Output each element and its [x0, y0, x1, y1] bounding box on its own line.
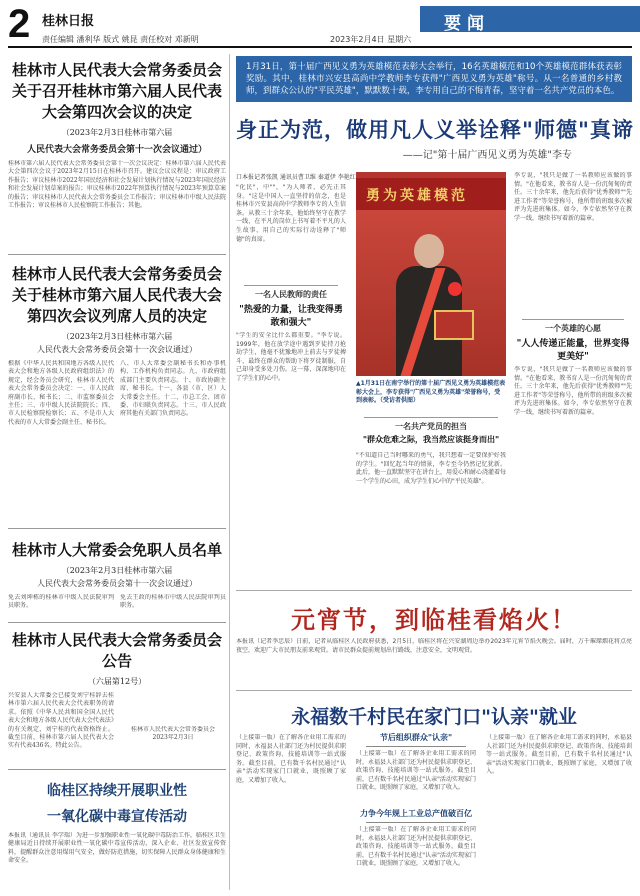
subsection-title: 一名人民教师的责任: [255, 289, 327, 299]
section-tab: [420, 6, 640, 32]
notice-body: [8, 360, 226, 504]
lantern-festival-body: 本报讯（记者李忠辰）日前，记者从临桂区人民政府获悉，2月5日，临桂区将在兴安湖周边举办2023年元宵节焰火晚会。届时，万千璀璨烟花将点亮夜空，欢迎广大市民朋友前来观赏。请市民群众提前规划出行路线，注意安全，文明观赏。: [236, 638, 632, 654]
masthead-rule: [8, 46, 632, 48]
notice-date: （2023年2月3日桂林市第六届: [61, 128, 173, 137]
notice-issuer: 桂林市人民代表大会常务委员会: [130, 726, 215, 733]
subsection-title: 一个英雄的心愿: [545, 323, 601, 333]
subsection-rule: [364, 417, 498, 418]
employment-column-3: （上接第一版）在了解各企业用工需求的同时，永福县人社部门还为村民提供求职登记、政策咨询、技能培训等一站式服务。截至目前，已有数千名村民通过"认亲"活动实现家门口就业，既照顾了家庭，又增加了收入。: [486, 734, 632, 776]
article-photo: [356, 172, 506, 376]
notice-body-text: 兴安县人大常委会已接受刘宁桂辞去桂林市第六届人民代表大会代表职务的请求。依照《中华人民共和国全国人民代表大会和地方各级人民代表大会代表法》的有关规定，刘宁桂的代表资格终止。截至目前，桂林市第六届人民代表大会实有代表436名。特此公告。: [8, 692, 114, 750]
bottom-article-body: 本报讯（通讯员 李学瑞）为进一步加强职业性一氧化碳中毒防治工作，临桂区卫生健康局近日持续开展职业性一氧化碳中毒宣传活动，深入企业、社区发放宣传资料，提醒群众注意用煤用气安全，做好防范措施，切实保障人民群众身体健康和生命安全。: [8, 832, 226, 865]
subsection-quote: "人人传递正能量，世界变得更美好": [516, 339, 630, 362]
honor-certificate: [434, 310, 474, 340]
page-number: 2: [8, 2, 31, 46]
employment-subhead-1: [356, 732, 476, 747]
masthead: [0, 0, 640, 58]
main-subhead: ——记"第十届广西见义勇为英雄"李专: [402, 150, 572, 161]
photo-caption: ▲1月31日在南宁举行的第十届广西见义勇为英雄模范表彰大会上，李专获得"广西见义勇为英雄"荣誉称号，受到表彰。（受访者供图）: [356, 380, 506, 404]
notice-announcement: [8, 630, 226, 750]
notice-body: [8, 594, 226, 616]
notice-org: 人民代表大会常务委员会第十一次会议通过）: [26, 145, 207, 155]
article-column-1b: "学生的安全比什么都重要。"李专说。1999年，他在放学途中遇到歹徒持刀抢劫学生，他毫不犹豫地冲上前去与歹徒搏斗，最终在群众的帮助下将歹徒制服，自己却身受多处刀伤。这一幕，深深地印在了学生们的心中。: [236, 332, 346, 382]
staff-credits: 责任编辑 潘利华 版式 姚昆 责任校对 邓新明: [42, 35, 199, 44]
notice-issue-date: 2023年2月3日: [152, 734, 194, 742]
notice-signature: [120, 692, 226, 750]
subsection-rule: [244, 285, 338, 286]
notice-date: （2023年2月3日桂林市第六届: [61, 566, 173, 575]
section-divider: [236, 690, 632, 691]
employment-column-1: （上接第一版）在了解各企业用工需求的同时，永福县人社部门还为村民提供求职登记、政策咨询、技能培训等一站式服务。截至目前，已有数千名村民通过"认亲"活动实现家门口就业，既照顾了家庭，又增加了收入。: [236, 734, 346, 784]
subsection-teacher: [236, 282, 346, 328]
lead-summary-box: 1月31日，第十届广西见义勇为英雄模范表彰大会举行，16名英雄模范和10个英雄模范群体获表彰奖励。其中，桂林市兴安县高尚中学教师李专获得"广西见义勇为英雄"称号。从一名普通的乡村教师，到群众公认的"平民英雄"，默默数十载，李专用自己的不悔青春，坚守着一名共产党员的本色。: [236, 56, 632, 102]
subhead-rule: [366, 746, 466, 747]
notice-title: 桂林市人民代表大会常务委员会关于召开桂林市第六届人民代表大会第四次会议的决定: [11, 61, 222, 121]
notice-body-left: 免去刘坤栋的桂林市中级人民法院审判员职务。: [8, 594, 114, 610]
subhead-text: 节后组织群众"认亲": [379, 732, 453, 742]
employment-headline: 永福数千村民在家门口"认亲"就业: [291, 706, 577, 728]
byline: 口本报记者张凯 通讯员曹卫维 秦道伊 李艳红: [236, 174, 356, 181]
issue-date: 2023年2月4日 星期六: [330, 35, 412, 44]
photo-banner-text: 勇为英雄模范: [366, 188, 468, 204]
employment-subhead-2: [356, 808, 476, 823]
paper-name: 桂林日报: [42, 14, 95, 29]
employment-column-2b: （上接第一版）在了解各企业用工需求的同时，永福县人社部门还为村民提供求职登记、政策咨询、技能培训等一站式服务。截至目前，已有数千名村民通过"认亲"活动实现家门口就业，既照顾了家庭，又增加了收入。: [356, 826, 476, 868]
notice-body: 桂林市第六届人民代表大会常务委员会第十一次会议决定：桂林市第六届人民代表大会第四次会议于2023年2月15日在桂林市召开。建议会议议程是：审议政府工作报告；审议桂林市2022年国民经济和社会发展计划执行情况与2023年国民经济和社会发展计划草案的报告；审议桂林市2022年预算执行情况与2023年预算草案的报告；审议桂林市人民代表大会常务委员会工作报告；审议桂林市中级人民法院工作报告；审议桂林市人民检察院工作报告；其他。: [8, 160, 226, 210]
column-rule: [229, 54, 230, 890]
subsection-quote: "群众危难之际，我当然应该挺身而出": [362, 434, 500, 444]
subsection-hero-wish: [514, 316, 632, 362]
subsection-party-member: [356, 414, 506, 445]
article-column-2: "不知道自己当时哪来的勇气，我只想着一定要保护好我的学生。"回忆起当年的情景，李专至今仍然记忆犹新。此后，他一直默默坚守在讲台上，用爱心和耐心浇灌着每一个学生的心田，成为学生们心中的"平民英雄"。: [356, 452, 506, 485]
article-column-1: "化民"，中""，"为人师者，必先正其身。"这是中国人一直坚持的信念，也是桂林市兴安县高尚中学教师李专的人生信条。从教三十余年来，他始终坚守在教学一线，在平凡的岗位上书写着不平凡的人生故事，用自己的实际行动诠释了"师德"的真谛。: [236, 184, 346, 243]
notice-org: 人民代表大会常务委员会第十一次会议通过）: [37, 345, 197, 354]
notice-title: 桂林市人大常委会免职人员名单: [11, 541, 222, 559]
notice-decision-meeting: [8, 60, 226, 230]
section-label: 要闻: [444, 14, 490, 34]
notice-date: （2023年2月3日桂林市第六届: [61, 332, 173, 341]
subhead-rule: [366, 822, 466, 823]
notice-body-left: 根据《中华人民共和国地方各级人民代表大会和地方各级人民政府组织法》的规定，经会务员会研究，桂林市人民代表大会常务委员会决定：一、市人民政府副市长、秘书长；二、市监察委员会主任；三、市中级人民法院院长；四、市人民检察院检察长；五、不是市人大代表的市人大常委会副主任、秘书长。: [8, 360, 114, 426]
person-head: [414, 234, 444, 268]
notice-title: 桂林市人民代表大会常务委员会关于桂林市第六届人民代表大会第四次会议列席人员的决定: [11, 265, 222, 325]
bottom-headline-line1: 临桂区持续开展职业性: [47, 783, 187, 799]
article-column-3b: 李专说，"我只是做了一名教师应该做的事情。"在他看来，教书育人是一份沉甸甸的责任。三十余年来，他先后获得"优秀教师""先进工作者"等荣誉称号，他所带的班级多次被评为先进班集体。如今，李专依然坚守在教学一线，继续书写着新的篇章。: [514, 366, 632, 416]
subhead-text: 力争今年规上工业总产值破百亿: [360, 808, 472, 818]
lantern-festival-headline: 元宵节，到临桂看焰火！: [291, 605, 577, 634]
photo-banner: [356, 178, 506, 210]
notice-title: 桂林市人民代表大会常务委员会公告: [11, 631, 222, 670]
bottom-article: [8, 769, 226, 890]
divider: [8, 622, 226, 623]
main-headline: 身正为范，做用凡人义举诠释"师德"真谛: [236, 117, 634, 142]
divider: [8, 528, 226, 529]
subsection-title: 一名共产党员的担当: [395, 421, 467, 431]
bottom-headline-line2: 一氧化碳中毒宣传活动: [47, 809, 187, 825]
employment-column-2: （上接第一版）在了解各企业用工需求的同时，永福县人社部门还为村民提供求职登记、政策咨询、技能培训等一站式服务。截至目前，已有数千名村民通过"认亲"活动实现家门口就业，既照顾了家庭，又增加了收入。: [356, 750, 476, 792]
notice-decision-attendees: [8, 264, 226, 504]
section-divider: [236, 590, 632, 591]
subsection-rule: [522, 319, 624, 320]
left-column: [8, 54, 226, 890]
notice-dismissal-list: [8, 540, 226, 616]
notice-number: （六届第12号）: [87, 677, 147, 686]
subsection-quote: "热爱的力量，让我变得勇敢和强大": [239, 305, 343, 328]
article-column-3: 李专说，"我只是做了一名教师应该做的事情。"在他看来，教书育人是一份沉甸甸的责任。三十余年来，他先后获得"优秀教师""先进工作者"等荣誉称号，他所带的班级多次被评为先进班集体。如今，李专依然坚守在教学一线，继续书写着新的篇章。: [514, 172, 632, 222]
notice-body-right: 免去王政的桂林市中级人民法院审判员职务。: [120, 594, 226, 610]
corsage-flower: [448, 282, 462, 296]
notice-body: [8, 692, 226, 750]
divider: [8, 254, 226, 255]
notice-body-right: 八、市人大常委会副秘书长和办事机构、工作机构负责同志。九、市政府组成部门主要负责同志。十、市政协副主席、秘书长。十一、各县（市、区）人大常委会主任。十二、市总工会、团市委、市妇联负责同志。十三、市人民政府其他有关部门负责同志。: [120, 360, 226, 418]
notice-org: 人民代表大会常务委员会第十一次会议通过）: [37, 579, 197, 588]
